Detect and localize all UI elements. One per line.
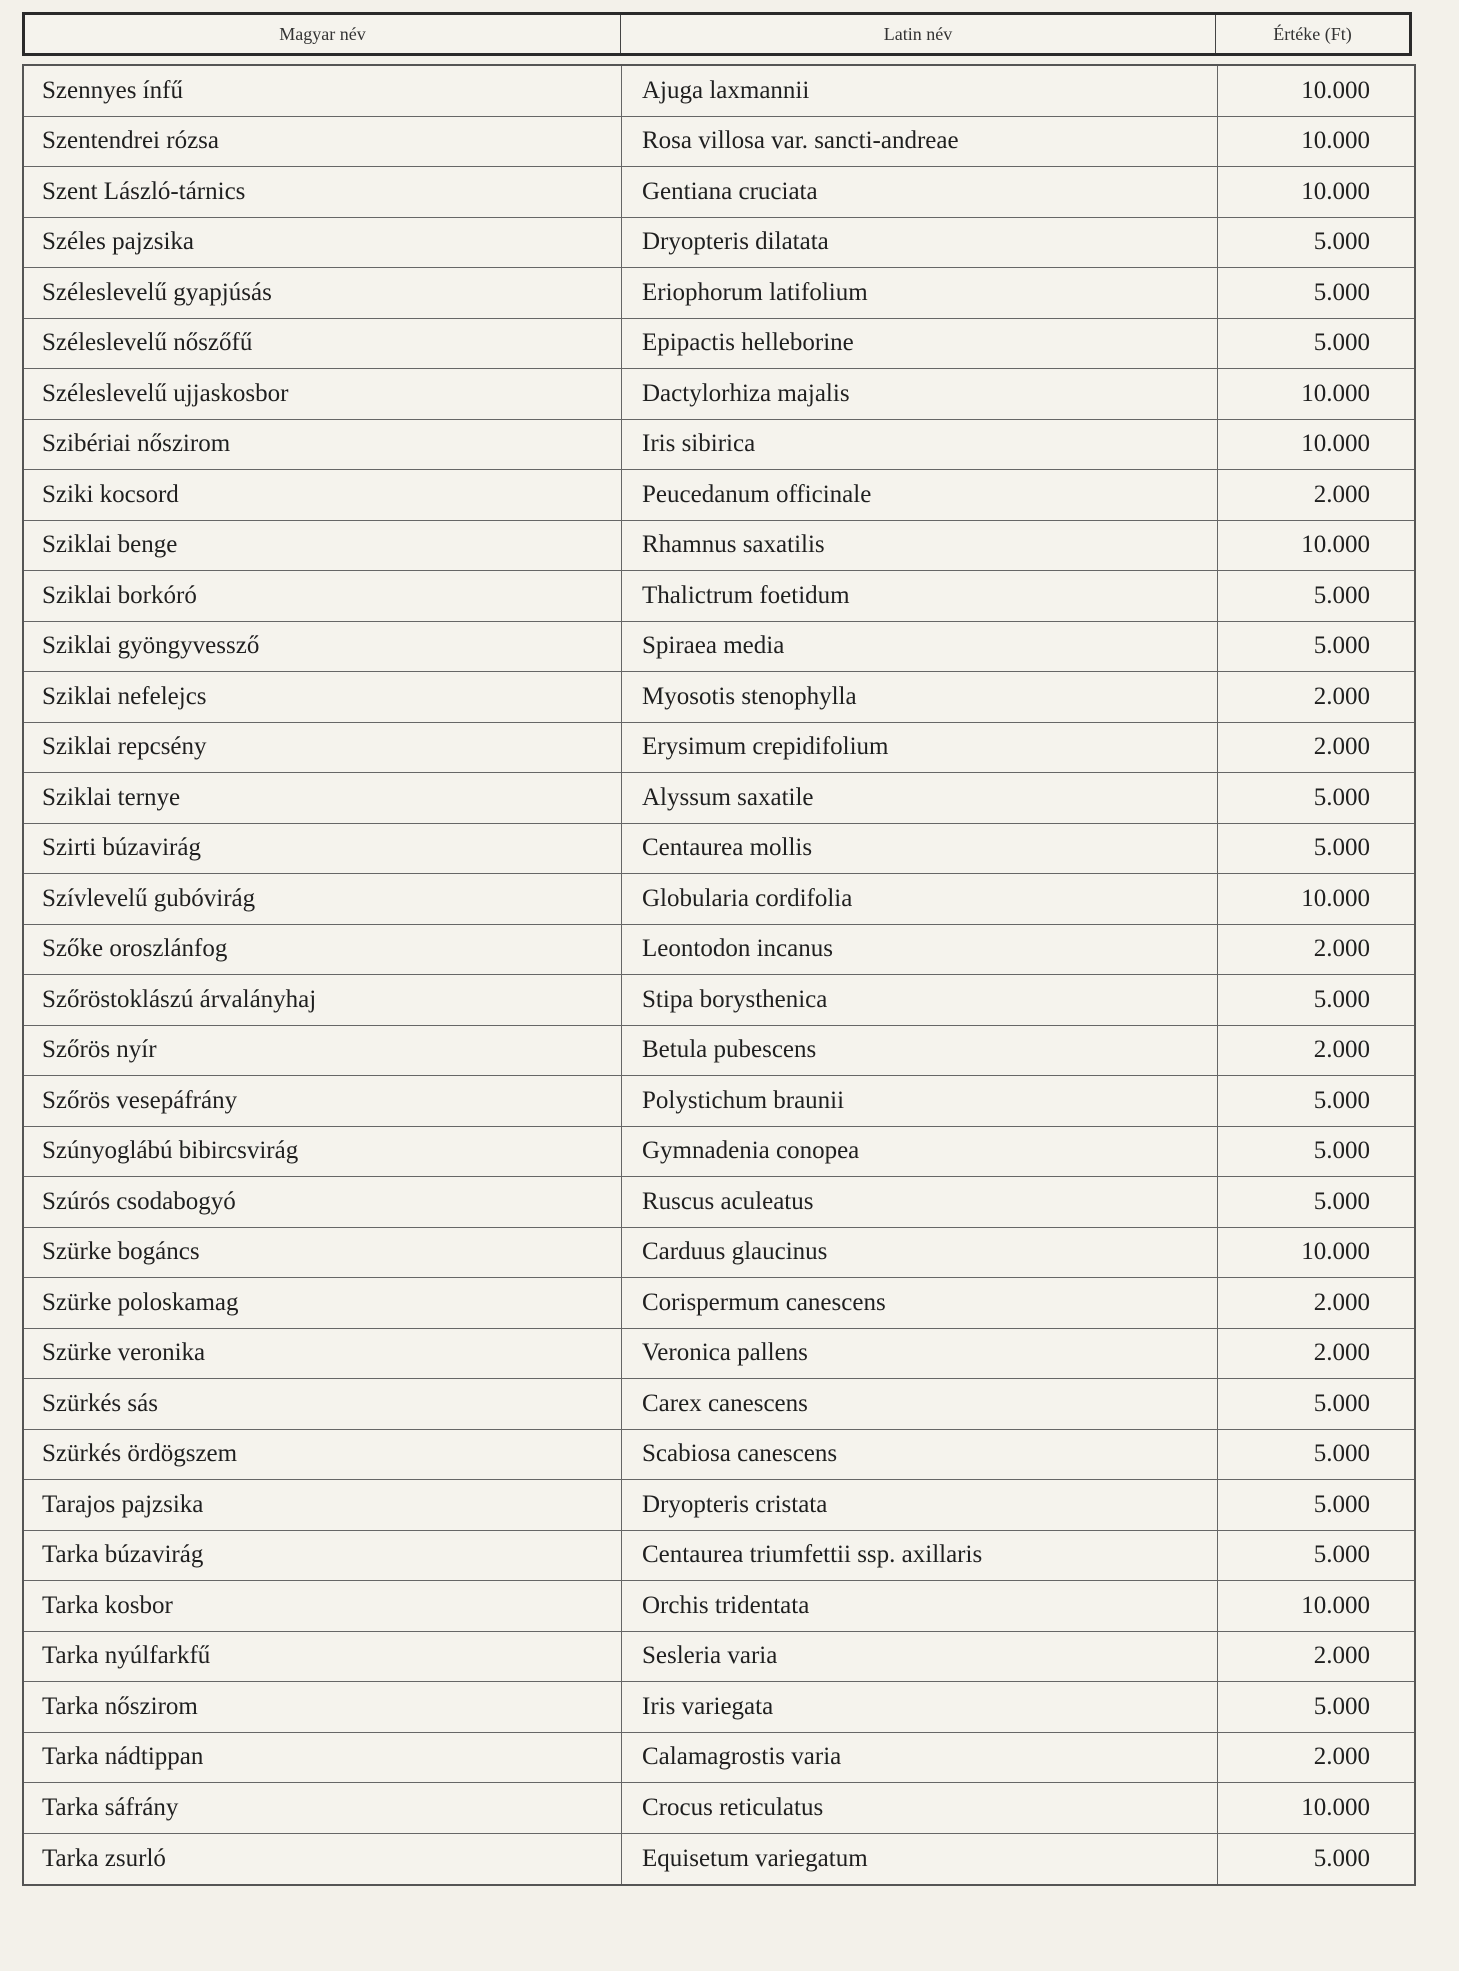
- value-cell: 5.000: [1313, 1086, 1370, 1114]
- column-header-value: Értéke (Ft): [1273, 23, 1352, 44]
- hungarian-name-cell: Tarka nádtippan: [24, 1733, 622, 1783]
- table-row: [24, 66, 1414, 117]
- species-value-table: [22, 64, 1416, 1886]
- table-row: [24, 1430, 1414, 1481]
- latin-name-cell: Rhamnus saxatilis: [622, 521, 1218, 571]
- value-cell: 5.000: [1313, 1844, 1370, 1872]
- table-row: [24, 1228, 1414, 1279]
- table-row: [24, 1682, 1414, 1733]
- table-row: [24, 268, 1414, 319]
- table-row: [24, 1329, 1414, 1380]
- table-row: [24, 1026, 1414, 1077]
- value-cell: 5.000: [1313, 1440, 1370, 1468]
- value-cell: 5.000: [1313, 1187, 1370, 1215]
- table-row: [24, 1480, 1414, 1531]
- latin-name-cell: Ajuga laxmannii: [622, 66, 1218, 116]
- table-row: [24, 723, 1414, 774]
- value-cell: 2.000: [1313, 1339, 1370, 1367]
- latin-name-cell: Peucedanum officinale: [622, 470, 1218, 520]
- hungarian-name-cell: Szőrös nyír: [24, 1026, 622, 1076]
- value-cell: 2.000: [1313, 1036, 1370, 1064]
- hungarian-name-cell: Szúrós csodabogyó: [24, 1177, 622, 1227]
- value-cell: 10.000: [1301, 76, 1370, 104]
- hungarian-name-cell: Tarka sáfrány: [24, 1783, 622, 1833]
- hungarian-name-cell: Szürkés sás: [24, 1379, 622, 1429]
- value-cell: 5.000: [1313, 632, 1370, 660]
- latin-name-cell: Epipactis helleborine: [622, 319, 1218, 369]
- hungarian-name-cell: Szürke bogáncs: [24, 1228, 622, 1278]
- table-row: [24, 117, 1414, 168]
- latin-name-cell: Orchis tridentata: [622, 1581, 1218, 1631]
- hungarian-name-cell: Tarka búzavirág: [24, 1531, 622, 1581]
- latin-name-cell: Thalictrum foetidum: [622, 571, 1218, 621]
- latin-name-cell: Polystichum braunii: [622, 1076, 1218, 1126]
- value-cell: 10.000: [1301, 1238, 1370, 1266]
- table-row: [24, 420, 1414, 471]
- hungarian-name-cell: Szürke veronika: [24, 1329, 622, 1379]
- hungarian-name-cell: Sziklai nefelejcs: [24, 672, 622, 722]
- hungarian-name-cell: Sziklai borkóró: [24, 571, 622, 621]
- hungarian-name-cell: Szőröstoklászú árvalányhaj: [24, 975, 622, 1025]
- latin-name-cell: Dactylorhiza majalis: [622, 369, 1218, 419]
- table-row: [24, 1379, 1414, 1430]
- latin-name-cell: Ruscus aculeatus: [622, 1177, 1218, 1227]
- hungarian-name-cell: Tarajos pajzsika: [24, 1480, 622, 1530]
- latin-name-cell: Centaurea triumfettii ssp. axillaris: [622, 1531, 1218, 1581]
- latin-name-cell: Myosotis stenophylla: [622, 672, 1218, 722]
- hungarian-name-cell: Szürke poloskamag: [24, 1278, 622, 1328]
- value-cell: 5.000: [1313, 985, 1370, 1013]
- table-row: [24, 521, 1414, 572]
- value-cell: 10.000: [1301, 1591, 1370, 1619]
- table-row: [24, 1278, 1414, 1329]
- table-row: [24, 218, 1414, 269]
- latin-name-cell: Stipa borysthenica: [622, 975, 1218, 1025]
- table-row: [24, 1127, 1414, 1178]
- latin-name-cell: Globularia cordifolia: [622, 874, 1218, 924]
- hungarian-name-cell: Tarka nőszirom: [24, 1682, 622, 1732]
- hungarian-name-cell: Szőke oroszlánfog: [24, 925, 622, 975]
- hungarian-name-cell: Tarka nyúlfarkfű: [24, 1632, 622, 1682]
- latin-name-cell: Corispermum canescens: [622, 1278, 1218, 1328]
- latin-name-cell: Carduus glaucinus: [622, 1228, 1218, 1278]
- value-cell: 5.000: [1313, 329, 1370, 357]
- value-cell: 5.000: [1313, 1541, 1370, 1569]
- hungarian-name-cell: Sziki kocsord: [24, 470, 622, 520]
- table-row: [24, 1076, 1414, 1127]
- latin-name-cell: Dryopteris cristata: [622, 1480, 1218, 1530]
- hungarian-name-cell: Szürkés ördögszem: [24, 1430, 622, 1480]
- hungarian-name-cell: Sziklai repcsény: [24, 723, 622, 773]
- value-cell: 2.000: [1313, 1642, 1370, 1670]
- value-cell: 5.000: [1313, 1389, 1370, 1417]
- latin-name-cell: Rosa villosa var. sancti-andreae: [622, 117, 1218, 167]
- value-cell: 2.000: [1313, 682, 1370, 710]
- hungarian-name-cell: Szirti búzavirág: [24, 824, 622, 874]
- latin-name-cell: Carex canescens: [622, 1379, 1218, 1429]
- value-cell: 5.000: [1313, 1490, 1370, 1518]
- value-cell: 5.000: [1313, 1692, 1370, 1720]
- value-cell: 10.000: [1301, 379, 1370, 407]
- latin-name-cell: Dryopteris dilatata: [622, 218, 1218, 268]
- column-header-latin-name: Latin név: [621, 15, 1216, 53]
- latin-name-cell: Betula pubescens: [622, 1026, 1218, 1076]
- hungarian-name-cell: Sziklai gyöngyvessző: [24, 622, 622, 672]
- latin-name-cell: Eriophorum latifolium: [622, 268, 1218, 318]
- value-cell: 10.000: [1301, 430, 1370, 458]
- table-row: [24, 773, 1414, 824]
- latin-name-cell: Gentiana cruciata: [622, 167, 1218, 217]
- latin-name-cell: Equisetum variegatum: [622, 1834, 1218, 1885]
- table-row: [24, 824, 1414, 875]
- table-row: [24, 319, 1414, 370]
- hungarian-name-cell: Sziklai benge: [24, 521, 622, 571]
- latin-name-cell: Iris variegata: [622, 1682, 1218, 1732]
- table-row: [24, 1834, 1414, 1885]
- value-cell: 10.000: [1301, 531, 1370, 559]
- table-row: [24, 167, 1414, 218]
- table-row: [24, 1733, 1414, 1784]
- hungarian-name-cell: Szőrös vesepáfrány: [24, 1076, 622, 1126]
- value-cell: 2.000: [1313, 733, 1370, 761]
- table-row: [24, 1783, 1414, 1834]
- latin-name-cell: Crocus reticulatus: [622, 1783, 1218, 1833]
- hungarian-name-cell: Tarka zsurló: [24, 1834, 622, 1885]
- latin-name-cell: Sesleria varia: [622, 1632, 1218, 1682]
- hungarian-name-cell: Szennyes ínfű: [24, 66, 622, 116]
- hungarian-name-cell: Szúnyoglábú bibircsvirág: [24, 1127, 622, 1177]
- table-row: [24, 874, 1414, 925]
- hungarian-name-cell: Szívlevelű gubóvirág: [24, 874, 622, 924]
- latin-name-cell: Erysimum crepidifolium: [622, 723, 1218, 773]
- value-cell: 2.000: [1313, 480, 1370, 508]
- hungarian-name-cell: Széles pajzsika: [24, 218, 622, 268]
- table-row: [24, 571, 1414, 622]
- value-cell: 10.000: [1301, 177, 1370, 205]
- value-cell: 5.000: [1313, 1137, 1370, 1165]
- value-cell: 10.000: [1301, 884, 1370, 912]
- table-row: [24, 1581, 1414, 1632]
- table-row: [24, 672, 1414, 723]
- hungarian-name-cell: Szentendrei rózsa: [24, 117, 622, 167]
- value-cell: 2.000: [1313, 1288, 1370, 1316]
- hungarian-name-cell: Széleslevelű gyapjúsás: [24, 268, 622, 318]
- value-cell: 2.000: [1313, 935, 1370, 963]
- value-cell: 10.000: [1301, 127, 1370, 155]
- latin-name-cell: Leontodon incanus: [622, 925, 1218, 975]
- table-row: [24, 470, 1414, 521]
- column-header-hungarian-name: Magyar név: [25, 15, 621, 53]
- hungarian-name-cell: Sziklai ternye: [24, 773, 622, 823]
- table-row: [24, 975, 1414, 1026]
- value-cell: 10.000: [1301, 1793, 1370, 1821]
- hungarian-name-cell: Szibériai nőszirom: [24, 420, 622, 470]
- hungarian-name-cell: Szent László-tárnics: [24, 167, 622, 217]
- table-row: [24, 622, 1414, 673]
- latin-name-cell: Centaurea mollis: [622, 824, 1218, 874]
- hungarian-name-cell: Tarka kosbor: [24, 1581, 622, 1631]
- table-row: [24, 1632, 1414, 1683]
- latin-name-cell: Spiraea media: [622, 622, 1218, 672]
- latin-name-cell: Veronica pallens: [622, 1329, 1218, 1379]
- value-cell: 5.000: [1313, 834, 1370, 862]
- hungarian-name-cell: Széleslevelű ujjaskosbor: [24, 369, 622, 419]
- hungarian-name-cell: Széleslevelű nőszőfű: [24, 319, 622, 369]
- value-cell: 5.000: [1313, 783, 1370, 811]
- table-row: [24, 925, 1414, 976]
- table-row: [24, 1531, 1414, 1582]
- value-cell: 2.000: [1313, 1743, 1370, 1771]
- latin-name-cell: Scabiosa canescens: [622, 1430, 1218, 1480]
- latin-name-cell: Alyssum saxatile: [622, 773, 1218, 823]
- table-row: [24, 369, 1414, 420]
- latin-name-cell: Gymnadenia conopea: [622, 1127, 1218, 1177]
- table-row: [24, 1177, 1414, 1228]
- value-cell: 5.000: [1313, 278, 1370, 306]
- latin-name-cell: Calamagrostis varia: [622, 1733, 1218, 1783]
- value-cell: 5.000: [1313, 581, 1370, 609]
- value-cell: 5.000: [1313, 228, 1370, 256]
- table-header: [22, 12, 1412, 56]
- latin-name-cell: Iris sibirica: [622, 420, 1218, 470]
